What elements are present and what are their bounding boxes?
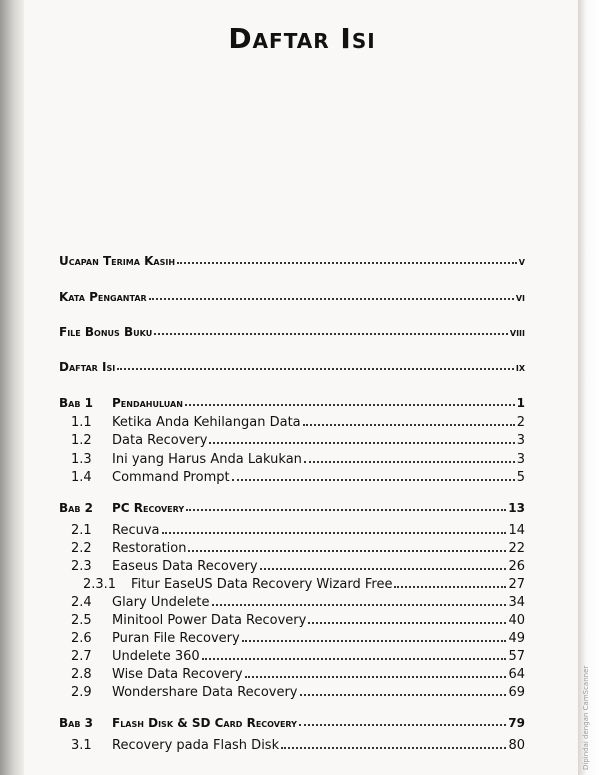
- section-number: 2.3: [71, 559, 92, 574]
- chapter-number: Bab 1: [59, 396, 93, 410]
- dot-leader: [299, 724, 506, 726]
- dot-leader: [185, 404, 515, 406]
- toc-entry-page: v: [518, 254, 525, 268]
- section-number: 1.4: [71, 470, 92, 485]
- section-number: 2.9: [71, 685, 92, 700]
- section-number: 2.8: [71, 667, 92, 682]
- section-title: Restoration: [112, 541, 187, 556]
- section-page: 57: [508, 649, 525, 664]
- dot-leader: [242, 640, 507, 642]
- toc-section[interactable]: [71, 538, 525, 556]
- chapter-page: 13: [508, 501, 525, 515]
- toc-section[interactable]: [71, 592, 525, 610]
- section-page: 26: [508, 559, 525, 574]
- dot-leader: [149, 298, 514, 300]
- section-page: 34: [508, 595, 525, 610]
- chapter-title: Flash Disk & SD Card Recovery: [112, 716, 297, 730]
- dot-leader: [232, 479, 515, 481]
- section-number: 2.3.1: [83, 577, 117, 592]
- section-number: 2.4: [71, 595, 92, 610]
- section-title: Wondershare Data Recovery: [112, 685, 298, 700]
- section-title: Minitool Power Data Recovery: [112, 613, 307, 628]
- section-page: 80: [508, 738, 525, 753]
- toc-section[interactable]: [71, 682, 525, 700]
- toc-entry[interactable]: [59, 286, 525, 304]
- toc-section[interactable]: [71, 467, 525, 485]
- section-number: 1.1: [71, 415, 92, 430]
- toc-entry-label: Ucapan Terima Kasih: [59, 254, 176, 268]
- chapter-title: PC Recovery: [112, 501, 185, 515]
- section-number: 2.2: [71, 541, 92, 556]
- section-title: Wise Data Recovery: [112, 667, 243, 682]
- section-page: 64: [508, 667, 525, 682]
- section-title: Fitur EaseUS Data Recovery Wizard Free: [131, 577, 393, 592]
- toc-section[interactable]: [71, 412, 525, 430]
- dot-leader: [162, 532, 507, 534]
- section-page: 40: [508, 613, 525, 628]
- section-number: 2.6: [71, 631, 92, 646]
- page-title: Daftar Isi: [228, 22, 376, 55]
- dot-leader: [245, 676, 507, 678]
- toc-section[interactable]: [71, 735, 525, 753]
- section-number: 3.1: [71, 738, 92, 753]
- toc-section[interactable]: [71, 646, 525, 664]
- toc-subsection[interactable]: [83, 574, 525, 592]
- toc-section[interactable]: [71, 628, 525, 646]
- section-title: Ketika Anda Kehilangan Data: [112, 415, 301, 430]
- toc-entry[interactable]: [59, 250, 525, 268]
- section-page: 27: [508, 577, 525, 592]
- chapter-number: Bab 2: [59, 501, 93, 515]
- section-page: 22: [508, 541, 525, 556]
- dot-leader: [202, 658, 507, 660]
- section-page: 5: [516, 470, 525, 485]
- dot-leader: [186, 509, 506, 511]
- toc-chapter[interactable]: [59, 712, 525, 730]
- toc-entry-page: vi: [515, 290, 525, 304]
- dot-leader: [394, 586, 506, 588]
- section-page: 3: [516, 433, 525, 448]
- toc-entry-page: viii: [509, 325, 525, 339]
- toc-chapter[interactable]: [59, 392, 525, 410]
- dot-leader: [188, 550, 506, 552]
- section-title: Command Prompt: [112, 470, 230, 485]
- chapter-number: Bab 3: [59, 716, 93, 730]
- section-title: Easeus Data Recovery: [112, 559, 258, 574]
- toc-entry-label: Kata Pengantar: [59, 290, 147, 304]
- section-number: 2.7: [71, 649, 92, 664]
- toc-section[interactable]: [71, 520, 525, 538]
- toc-entry-label: Daftar Isi: [59, 360, 116, 374]
- section-title: Puran File Recovery: [112, 631, 240, 646]
- chapter-title: Pendahuluan: [112, 396, 183, 410]
- dot-leader: [260, 568, 507, 570]
- chapter-page: 1: [516, 396, 525, 410]
- dot-leader: [303, 424, 515, 426]
- toc-section[interactable]: [71, 430, 525, 448]
- dot-leader: [304, 461, 515, 463]
- section-page: 2: [516, 415, 525, 430]
- section-title: Recuva: [112, 523, 160, 538]
- chapter-page: 79: [508, 716, 525, 730]
- book-page: [24, 0, 580, 775]
- section-number: 1.2: [71, 433, 92, 448]
- toc-section[interactable]: [71, 610, 525, 628]
- dot-leader: [212, 604, 507, 606]
- section-title: Undelete 360: [112, 649, 200, 664]
- dot-leader: [177, 262, 517, 264]
- dot-leader: [300, 694, 507, 696]
- toc-entry-page: ix: [515, 360, 525, 374]
- section-page: 14: [508, 523, 525, 538]
- section-title: Recovery pada Flash Disk: [112, 738, 280, 753]
- toc-entry-label: File Bonus Buku: [59, 325, 153, 339]
- dot-leader: [308, 622, 506, 624]
- toc-chapter[interactable]: [59, 497, 525, 515]
- dot-leader: [209, 442, 514, 444]
- section-title: Data Recovery: [112, 433, 208, 448]
- section-page: 49: [508, 631, 525, 646]
- section-number: 2.5: [71, 613, 92, 628]
- section-page: 69: [508, 685, 525, 700]
- section-title: Ini yang Harus Anda Lakukan: [112, 452, 302, 467]
- section-number: 1.3: [71, 452, 92, 467]
- toc-section[interactable]: [71, 664, 525, 682]
- section-page: 3: [516, 452, 525, 467]
- dot-leader: [154, 333, 508, 335]
- toc-entry[interactable]: [59, 356, 525, 374]
- section-title: Glary Undelete: [112, 595, 210, 610]
- dot-leader: [117, 368, 514, 370]
- dot-leader: [281, 747, 506, 749]
- toc-section[interactable]: [71, 449, 525, 467]
- toc-entry[interactable]: [59, 321, 525, 339]
- scanner-watermark: Dipindai dengan CamScanner: [582, 665, 590, 770]
- book-spine-shadow: [0, 0, 24, 775]
- section-number: 2.1: [71, 523, 92, 538]
- toc-section[interactable]: [71, 556, 525, 574]
